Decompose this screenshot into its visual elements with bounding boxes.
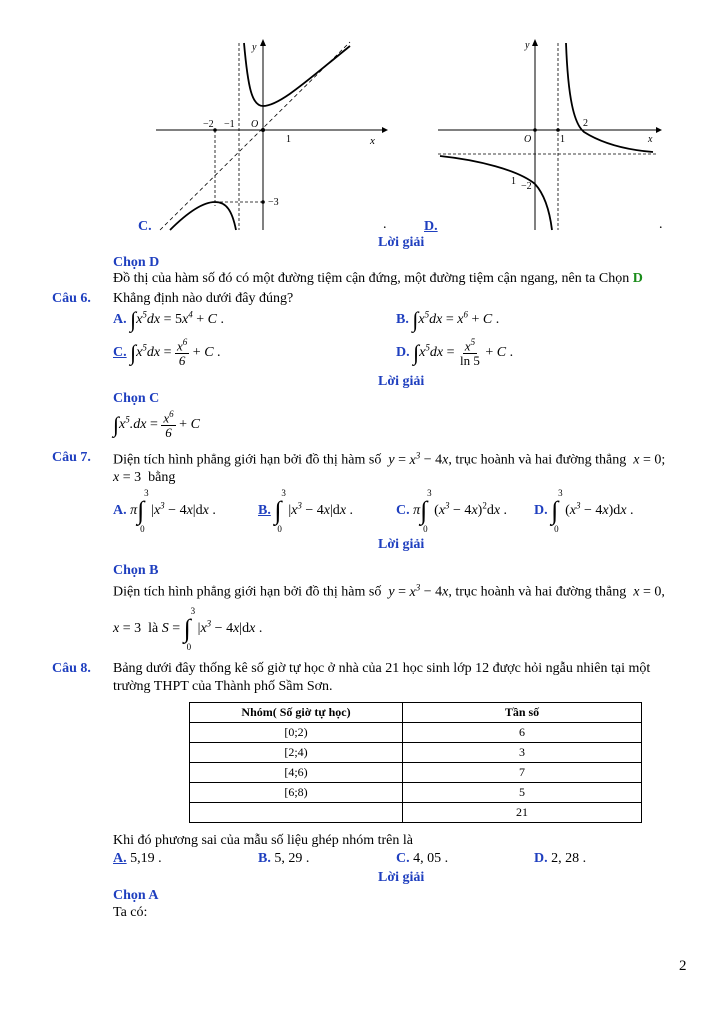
q6-solution-heading: Lời giải xyxy=(378,374,425,389)
q8-ta-co: Ta có: xyxy=(113,905,148,920)
q7-option-a: A. π 3 ∫ 0 $|x^3 - 4x|dx$ . xyxy=(113,488,216,534)
table-row xyxy=(190,783,642,803)
q8-label: Câu 8. xyxy=(52,661,91,676)
table-cell: [4;6) xyxy=(190,763,403,783)
q6-option-b: B. $\int x^5dx = x^6 + C$ . xyxy=(396,307,500,332)
q8-option-b: B. 5, 29 . xyxy=(258,851,310,866)
frequency-table xyxy=(189,702,642,823)
table-cell: 5 xyxy=(403,783,642,803)
q7-text-line2: x = 3 bằng xyxy=(113,470,176,485)
table-row xyxy=(190,743,642,763)
table-row xyxy=(190,803,642,823)
q8-choose: Chọn A xyxy=(113,888,159,903)
table-cell: 21 xyxy=(403,803,642,823)
option-c-dot: . xyxy=(383,217,387,232)
q8-solution-heading: Lời giải xyxy=(378,870,425,885)
q7-option-d: D. 3 ∫ 0 $(x^3 - 4x)dx$ . xyxy=(534,488,634,534)
q7-text: Diện tích hình phẳng giới hạn bởi đồ thị hàm số $y = x^3 - 4x$, trục hoành và hai đường thẳng x = 0; xyxy=(113,450,666,468)
q6-text: Khẳng định nào dưới đây đúng? xyxy=(113,291,294,306)
right-tick-2: 2 xyxy=(583,118,588,129)
table-cell: [6;8) xyxy=(190,783,403,803)
q6-option-c: C. $\int x^5dx$ = $\frac{x^6}{6}$ + C . xyxy=(113,337,221,368)
q8-question: Khi đó phương sai của mẫu số liệu ghép nhóm trên là xyxy=(113,833,413,848)
left-y-label: y xyxy=(252,42,257,53)
option-c-label: C. xyxy=(138,219,152,234)
table-header-frequency: Tần số xyxy=(403,703,642,723)
page-number: 2 xyxy=(679,958,687,974)
right-y-label: y xyxy=(525,40,530,51)
q7-solution-text: Diện tích hình phẳng giới hạn bởi đồ thị hàm số $y = x^3 - 4x$, trục hoành và hai đường thẳng x = 0, xyxy=(113,582,665,600)
q5-choose: Chọn D xyxy=(113,255,160,270)
right-x-label: x xyxy=(648,134,653,145)
table-cell xyxy=(190,803,403,823)
table-cell: 6 xyxy=(403,723,642,743)
q5-explanation: Đồ thị của hàm số đó có một đường tiệm cận đứng, một đường tiệm cận ngang, nên ta Chọn D xyxy=(113,271,643,286)
q7-solution-formula: x = 3 là S = 3 ∫ 0 $|x^3 - 4x|dx$ . xyxy=(113,606,263,652)
q7-option-b: B. 3 ∫ 0 $|x^3 - 4x|dx$ . xyxy=(258,488,354,534)
right-tick-1b: 1 xyxy=(511,176,516,187)
table-row xyxy=(190,763,642,783)
table-cell: [2;4) xyxy=(190,743,403,763)
graph-option-d xyxy=(438,38,663,233)
option-d-label: D. xyxy=(424,219,438,234)
q8-option-a: A. 5,19 . xyxy=(113,851,162,866)
q6-label: Câu 6. xyxy=(52,291,91,306)
table-cell: [0;2) xyxy=(190,723,403,743)
left-tick-1: 1 xyxy=(286,134,291,145)
q6-solution-formula: $\int x^5.dx$ = $\frac{x^6}{6}$ + C xyxy=(113,409,200,440)
q6-choose: Chọn C xyxy=(113,391,160,406)
right-tick-m2: −2 xyxy=(521,181,532,192)
q8-option-d: D. 2, 28 . xyxy=(534,851,587,866)
q7-choose: Chọn B xyxy=(113,563,159,578)
left-x-label: x xyxy=(370,135,375,147)
table-cell: 3 xyxy=(403,743,642,763)
q6-option-d: D. $\int x^5dx$ = $\frac{x^5}{\ln 5}$ + C . xyxy=(396,337,514,368)
option-d-dot: . xyxy=(659,217,663,232)
left-tick-m2: −2 xyxy=(203,119,214,130)
left-tick-m3: −3 xyxy=(268,197,279,208)
left-origin: O xyxy=(251,119,259,130)
graph-option-c xyxy=(150,38,390,233)
q8-text-line2: trường THPT của Thành phố Sầm Sơn. xyxy=(113,679,333,694)
q8-text-line1: Bảng dưới đây thống kê số giờ tự học ở nhà của 21 học sinh lớp 12 được hỏi ngẫu nhiên tại một xyxy=(113,661,651,676)
table-row xyxy=(190,723,642,743)
q7-solution-heading: Lời giải xyxy=(378,537,425,552)
right-origin: O xyxy=(524,134,532,145)
q6-option-a: A. $\int x^5dx = 5x^4 + C$ . xyxy=(113,307,224,332)
q7-label: Câu 7. xyxy=(52,450,91,465)
q8-option-c: C. 4, 05 . xyxy=(396,851,449,866)
table-header-group: Nhóm( Số giờ tự học) xyxy=(190,703,403,723)
right-tick-1: 1 xyxy=(560,134,565,145)
q5-solution-heading: Lời giải xyxy=(378,235,425,250)
table-cell: 7 xyxy=(403,763,642,783)
q7-option-c: C. π 3 ∫ 0 $(x^3 - 4x)^2dx$ . xyxy=(396,488,508,534)
left-tick-m1: −1 xyxy=(224,119,235,130)
